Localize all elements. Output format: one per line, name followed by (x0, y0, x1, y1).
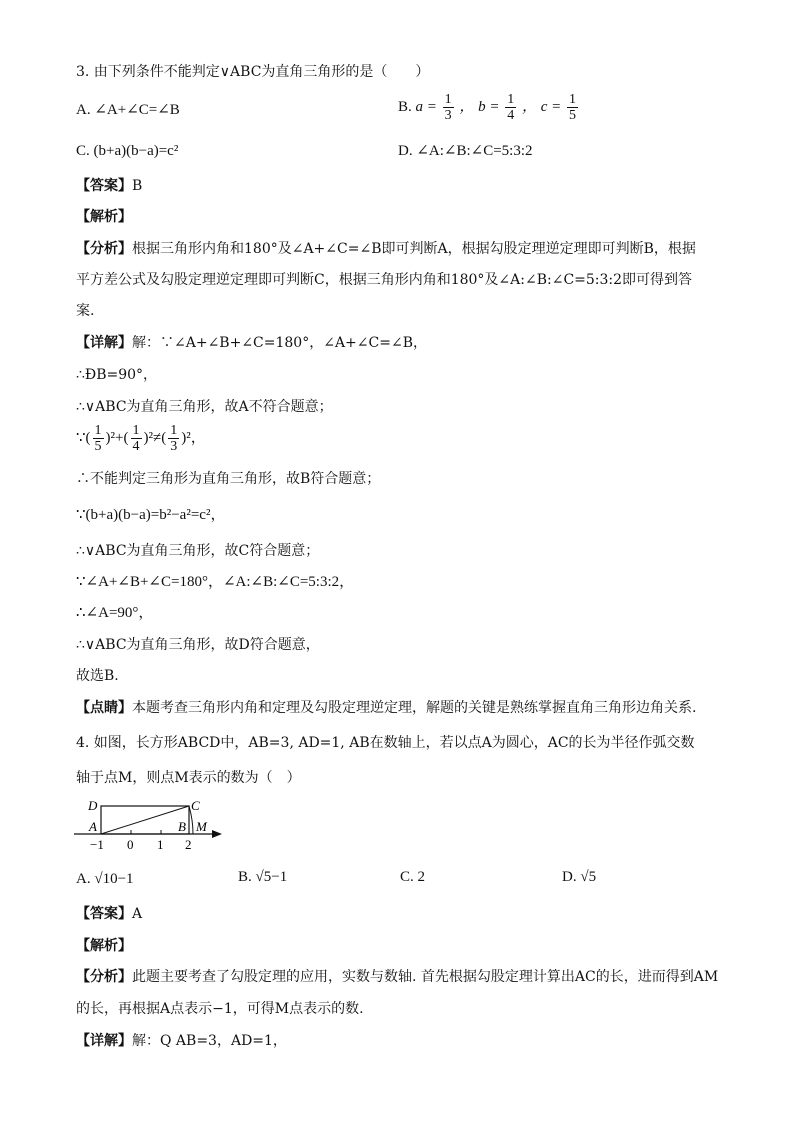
fraction: $\frac{1}{5}$ (569, 92, 577, 123)
q4-stem-line1: 4. 如图，长方形ABCD中，AB=3, AD=1, AB在数轴上，若以点A为圆心，AC的长为半径作弧交数 (76, 735, 695, 751)
q3-detail-line5: ∴不能判定三角形为直角三角形，故B符合题意； (76, 471, 381, 487)
q3-detail-line1: 【详解】解：∵∠A+∠B+∠C=180°，∠A+∠C=∠B， (76, 335, 427, 351)
q4-fenxi-line2: 的长，再根据A点表示−1，可得M点表示的数. (76, 1001, 364, 1017)
q3-analysis-heading: 【解析】 (76, 209, 132, 225)
fraction: $\frac{1}{4}$ (507, 92, 515, 123)
q3-fenxi-line3: 案. (76, 303, 95, 319)
q3-detail-line11: 故选B. (76, 668, 119, 684)
fraction: $\frac{1}{3}$ (444, 92, 452, 123)
q3-detail-line7: ∴∨ABC为直角三角形，故C符合题意； (76, 543, 320, 559)
q4-option-b: B. √5−1 (238, 869, 288, 885)
q4-detail-line1: 【详解】解：Q AB=3，AD=1， (76, 1033, 287, 1049)
q3-detail-line3: ∴∨ABC为直角三角形，故A不符合题意； (76, 399, 333, 415)
tick-label-neg1: −1 (90, 837, 104, 852)
q4-fenxi-line1: 【分析】此题主要考查了勾股定理的应用，实数与数轴. 首先根据勾股定理计算出AC的长，进而得到AM (76, 969, 719, 985)
tick-label-2: 2 (185, 837, 192, 852)
label-c: C (191, 798, 200, 813)
q3-answer: 【答案】B (76, 178, 143, 194)
q3-fenxi-line1: 【分析】根据三角形内角和180°及∠A+∠C=∠B即可判断A，根据勾股定理逆定理即可判断B，根据 (76, 241, 696, 257)
q4-analysis-heading: 【解析】 (76, 938, 132, 954)
q3-detail-line8: ∵∠A+∠B+∠C=180°，∠A:∠B:∠C=5:3:2， (76, 574, 355, 590)
q3-option-c: C. (b+a)(b−a)=c² (76, 143, 179, 159)
q3-detail-line6: ∵(b+a)(b−a)=b²−a²=c²， (76, 507, 226, 523)
q3-stem: 3. 由下列条件不能判定∨ABC为直角三角形的是（ ） (76, 64, 430, 80)
q3-remark: 【点睛】本题考查三角形内角和定理及勾股定理逆定理，解题的关键是熟练掌握直角三角形边角关系. (76, 700, 697, 716)
label-m: M (196, 819, 207, 834)
q4-option-c: C. 2 (400, 869, 426, 885)
fraction: $\frac{1}{3}$ (170, 423, 178, 454)
q4-stem-line2: 轴于点M，则点M表示的数为（ ） (76, 770, 301, 786)
q3-fenxi-line2: 平方差公式及勾股定理逆定理即可判断C，根据三角形内角和180°及∠A:∠B:∠C=5:3:2即可得到答 (76, 272, 693, 288)
q4-option-a: A. √10−1 (76, 871, 134, 887)
q3-detail-line9: ∴∠A=90°， (76, 605, 154, 621)
q3-detail-line2: ∴ÐB=90°， (76, 367, 158, 383)
q3-detail-line4: ∵( $\frac{1}{5}$ )²+( $\frac{1}{4}$ )²≠( $\frac{1}{3}$ )²， (76, 423, 206, 454)
q3-option-d: D. ∠A:∠B:∠C=5:3:2 (398, 143, 533, 159)
q4-option-d: D. √5 (562, 869, 597, 885)
label-b: B (178, 819, 186, 834)
number-line-figure (72, 796, 232, 852)
label-a: A (89, 819, 97, 834)
tick-label-0: 0 (127, 837, 134, 852)
tick-label-1: 1 (157, 837, 164, 852)
fraction: $\frac{1}{5}$ (94, 423, 102, 454)
q3-option-b: B. a = $\frac{1}{3}$ ， b = $\frac{1}{4}$ ， c = $\frac{1}{5}$ (398, 92, 577, 123)
q3-detail-line10: ∴∨ABC为直角三角形，故D符合题意， (76, 637, 320, 653)
fraction: $\frac{1}{4}$ (132, 423, 140, 454)
q4-answer: 【答案】A (76, 906, 143, 922)
q3-option-a: A. ∠A+∠C=∠B (76, 102, 180, 118)
label-d: D (88, 798, 98, 813)
